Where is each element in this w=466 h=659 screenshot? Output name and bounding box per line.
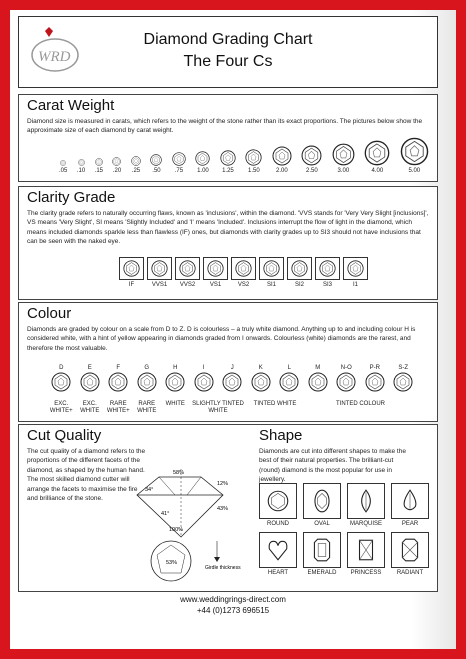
diamond-icon xyxy=(220,150,236,166)
diamond-icon xyxy=(137,372,157,392)
colour-grade-label: S-Z xyxy=(398,365,409,371)
clarity-grade-label: VVS2 xyxy=(179,282,196,288)
shape-title: Shape xyxy=(259,427,303,444)
shape-box xyxy=(303,483,341,519)
colour-item xyxy=(363,365,388,392)
colour-item xyxy=(306,365,331,392)
total-depth-label: 100% xyxy=(169,527,184,533)
diamond-icon xyxy=(151,260,168,277)
shape-item xyxy=(347,532,385,577)
colour-grade-label: E xyxy=(87,365,92,371)
carat-item xyxy=(272,146,292,175)
clarity-text: The clarity grade refers to naturally occurring flaws, known as 'inclusions', within the diamond. 'VVS stands for 'Very Very Slight [inclusions]', VS means 'Very Slight', SI means 'Slightly Included' and 'I' means 'Included'. Inclusions interrupt the flow of light in the diamond, which means included diamonds sparkle less than flawless (IF) ones, but diamonds with clarity grades up to SI3 should not have inclusions that can be seen with the naked eye. xyxy=(27,210,429,246)
cut-proportions-diagram xyxy=(119,465,247,587)
diamond-icon xyxy=(112,157,121,166)
colour-item xyxy=(249,365,274,392)
shape-label: ROUND xyxy=(267,521,289,527)
shape-item xyxy=(303,483,341,528)
carat-weight-label: .50 xyxy=(152,168,161,175)
diamond-icon xyxy=(319,260,336,277)
diamond-icon xyxy=(51,372,71,392)
marquise-shape-icon xyxy=(353,488,379,514)
colour-grade-label: P-R xyxy=(369,365,380,371)
diamond-icon xyxy=(400,137,429,166)
colour-item xyxy=(106,365,131,392)
carat-weight-label: .25 xyxy=(131,168,141,175)
diamond-icon xyxy=(365,372,385,392)
carat-item xyxy=(220,150,236,175)
pavilion-angle-label: 41° xyxy=(161,511,170,517)
colour-item xyxy=(220,365,245,392)
colour-item xyxy=(192,365,217,392)
carat-weight-label: 3.00 xyxy=(337,168,350,175)
diamond-icon xyxy=(235,260,252,277)
diamond-icon xyxy=(272,146,292,166)
colour-grade-label: N-O xyxy=(340,365,352,371)
carat-weight-label: .15 xyxy=(94,168,103,175)
shape-box xyxy=(391,532,429,568)
colour-item xyxy=(135,365,160,392)
shape-item xyxy=(347,483,385,528)
carat-item xyxy=(112,157,121,175)
colour-grade-label: D xyxy=(59,365,64,371)
diamond-icon xyxy=(301,145,322,166)
carat-item xyxy=(400,137,429,175)
diamond-icon xyxy=(245,149,262,166)
carat-weight-label: 1.00 xyxy=(197,168,209,175)
clarity-box xyxy=(119,257,144,280)
clarity-item xyxy=(287,257,312,289)
princess-shape-icon xyxy=(353,537,379,563)
shape-label: MARQUISE xyxy=(349,521,382,527)
diamond-icon xyxy=(195,151,210,166)
clarity-box xyxy=(259,257,284,280)
colour-category-label: RARE WHITE+ xyxy=(106,401,130,414)
clarity-box xyxy=(231,257,256,280)
colour-grade-label: K xyxy=(258,365,263,371)
shape-item xyxy=(391,483,429,528)
cut-shape-section xyxy=(18,424,438,592)
clarity-section xyxy=(18,186,438,300)
colour-title: Colour xyxy=(27,305,72,322)
carat-item xyxy=(150,154,162,175)
culet-label: 53% xyxy=(166,560,178,566)
carat-weight-label: .10 xyxy=(76,168,86,175)
clarity-grade-label: VVS1 xyxy=(151,282,168,288)
diamond-icon xyxy=(336,372,356,392)
clarity-item xyxy=(315,257,340,289)
carat-diamond-row xyxy=(59,135,429,175)
clarity-box xyxy=(203,257,228,280)
carat-item xyxy=(245,149,262,175)
carat-text: Diamond size is measured in carats, which refers to the weight of the stone rather than its exact proportions. The pictures below show the approximate size of each diamond by carat weight. xyxy=(27,118,423,135)
clarity-item xyxy=(231,257,256,289)
carat-title: Carat Weight xyxy=(27,97,115,114)
colour-category-label: EXC. WHITE+ xyxy=(49,401,73,414)
shape-item xyxy=(303,532,341,577)
colour-item xyxy=(334,365,359,392)
shape-grid xyxy=(259,483,429,577)
colour-grade-label: H xyxy=(173,365,178,371)
carat-item xyxy=(301,145,322,175)
diamond-icon xyxy=(179,260,196,277)
heart-shape-icon xyxy=(265,537,291,563)
carat-weight-label: 1.25 xyxy=(222,168,234,175)
clarity-title: Clarity Grade xyxy=(27,189,116,206)
pavilion-depth-label: 43% xyxy=(217,506,229,512)
clarity-box xyxy=(287,257,312,280)
carat-section xyxy=(18,94,438,182)
clarity-box xyxy=(147,257,172,280)
clarity-box xyxy=(343,257,368,280)
diamond-icon xyxy=(131,156,141,166)
diamond-icon xyxy=(123,260,140,277)
clarity-item xyxy=(119,257,144,289)
phone-number: +44 (0)1273 696515 xyxy=(196,605,270,615)
svg-text:WRD: WRD xyxy=(38,49,71,65)
clarity-box xyxy=(175,257,200,280)
shape-box xyxy=(303,532,341,568)
shape-box xyxy=(347,532,385,568)
carat-weight-label: .75 xyxy=(174,168,184,175)
girdle-label: Girdle thickness xyxy=(205,565,241,571)
diamond-icon xyxy=(150,154,162,166)
colour-grade-label: J xyxy=(230,365,234,371)
colour-grade-row xyxy=(49,365,416,392)
crown-height-label: 12% xyxy=(217,481,229,487)
diamond-icon xyxy=(108,372,128,392)
carat-weight-label: .05 xyxy=(59,168,68,175)
website-link[interactable]: www.weddingrings-direct.com xyxy=(180,595,286,604)
shape-label: HEART xyxy=(267,569,289,576)
shape-box xyxy=(347,483,385,519)
colour-category-label: WHITE xyxy=(165,401,185,407)
radiant-shape-icon xyxy=(397,537,423,563)
diamond-icon xyxy=(251,372,271,392)
shape-label: PEAR xyxy=(401,521,419,527)
carat-item xyxy=(59,160,67,175)
carat-item xyxy=(364,140,390,175)
colour-grade-label: I xyxy=(202,365,205,371)
shape-label: OVAL xyxy=(314,521,330,527)
colour-category-label: EXC. WHITE xyxy=(80,401,100,414)
diamond-icon xyxy=(80,372,100,392)
header xyxy=(18,16,438,88)
chart-page xyxy=(10,10,456,649)
carat-weight-label: .20 xyxy=(112,168,122,175)
carat-item xyxy=(172,152,186,175)
clarity-grade-label: VS2 xyxy=(237,282,250,288)
clarity-item xyxy=(203,257,228,289)
colour-item xyxy=(391,365,416,392)
shape-box xyxy=(259,532,297,568)
carat-weight-label: 2.00 xyxy=(276,168,288,175)
diamond-icon xyxy=(347,260,364,277)
diamond-icon xyxy=(78,159,85,166)
clarity-box xyxy=(315,257,340,280)
clarity-item xyxy=(259,257,284,289)
shape-box xyxy=(391,483,429,519)
diamond-icon xyxy=(194,372,214,392)
round-shape-icon xyxy=(265,488,291,514)
carat-item xyxy=(95,158,103,175)
footer xyxy=(10,595,456,617)
colour-category-label: SLIGHTLY TINTED WHITE xyxy=(192,401,244,414)
clarity-item xyxy=(175,257,200,289)
shape-box xyxy=(259,483,297,519)
carat-item xyxy=(131,156,141,175)
diamond-icon xyxy=(308,372,328,392)
pear-shape-icon xyxy=(397,488,423,514)
colour-grade-label: F xyxy=(116,365,121,371)
shape-label: PRINCESS xyxy=(350,569,382,576)
carat-weight-label: 4.00 xyxy=(371,168,384,175)
chart-subtitle: The Four Cs xyxy=(183,53,273,70)
diamond-icon xyxy=(263,260,280,277)
crown-angle-label: 34° xyxy=(145,487,154,493)
colour-category-label: TINTED WHITE xyxy=(253,401,297,407)
colour-section xyxy=(18,302,438,422)
clarity-grade-row xyxy=(119,257,368,289)
diamond-icon xyxy=(364,140,390,166)
diamond-icon xyxy=(95,158,103,166)
colour-text: Diamonds are graded by colour on a scale from D to Z. D is colourless – a truly white diamond. Anything up to and including colour H is considered white, with a hint of yellow appearing in diamonds graded from I onwards. Colourless (white) diamonds are the rarest, and therefore the most valuable. xyxy=(27,326,416,352)
chart-title: Diamond Grading Chart xyxy=(143,31,313,48)
colour-grade-label: G xyxy=(144,365,150,371)
carat-item xyxy=(332,143,355,175)
carat-weight-label: 5.00 xyxy=(408,168,421,175)
colour-grade-label: M xyxy=(315,365,321,371)
colour-item xyxy=(78,365,103,392)
shape-item xyxy=(391,532,429,577)
diamond-icon xyxy=(291,260,308,277)
oval-shape-icon xyxy=(309,488,335,514)
shape-item xyxy=(259,483,297,528)
carat-weight-label: 2.50 xyxy=(306,168,318,175)
shape-label: RADIANT xyxy=(396,569,424,576)
diamond-icon xyxy=(279,372,299,392)
diamond-icon xyxy=(393,372,413,392)
colour-label-row xyxy=(49,399,419,419)
clarity-item xyxy=(343,257,368,289)
diamond-icon xyxy=(332,143,355,166)
clarity-grade-label: SI2 xyxy=(294,282,304,288)
clarity-grade-label: IF xyxy=(128,282,135,288)
colour-category-label: TINTED COLOUR xyxy=(335,401,385,407)
diamond-icon xyxy=(222,372,242,392)
colour-item xyxy=(163,365,188,392)
clarity-grade-label: SI3 xyxy=(322,282,332,288)
colour-grade-label: L xyxy=(287,365,291,371)
clarity-grade-label: SI1 xyxy=(266,282,276,288)
carat-item xyxy=(77,159,85,175)
diamond-icon xyxy=(165,372,185,392)
clarity-item xyxy=(147,257,172,289)
emerald-shape-icon xyxy=(309,537,335,563)
diamond-icon xyxy=(172,152,186,166)
cut-text: The cut quality of a diamond refers to the proportions of the different facets of the diamond, as shaped by the human hand. The most skilled diamond cutter will arrange the facets to maximise the fire and brilliance of the stone. xyxy=(27,448,146,503)
cut-title: Cut Quality xyxy=(27,427,102,444)
carat-item xyxy=(195,151,210,175)
table-label: 58% xyxy=(173,470,185,476)
clarity-grade-label: VS1 xyxy=(209,282,222,288)
colour-category-label: RARE WHITE xyxy=(137,401,157,414)
carat-weight-label: 1.50 xyxy=(248,168,260,175)
shape-label: EMERALD xyxy=(307,569,337,576)
colour-item xyxy=(277,365,302,392)
shape-text: Diamonds are cut into different shapes to make the best of their natural properties. The brilliant-cut (round) diamond is the most popular for use in jewellery. xyxy=(259,448,406,484)
colour-item xyxy=(49,365,74,392)
diamond-icon xyxy=(207,260,224,277)
shape-item xyxy=(259,532,297,577)
clarity-grade-label: I1 xyxy=(352,282,358,288)
diamond-icon xyxy=(60,160,66,166)
